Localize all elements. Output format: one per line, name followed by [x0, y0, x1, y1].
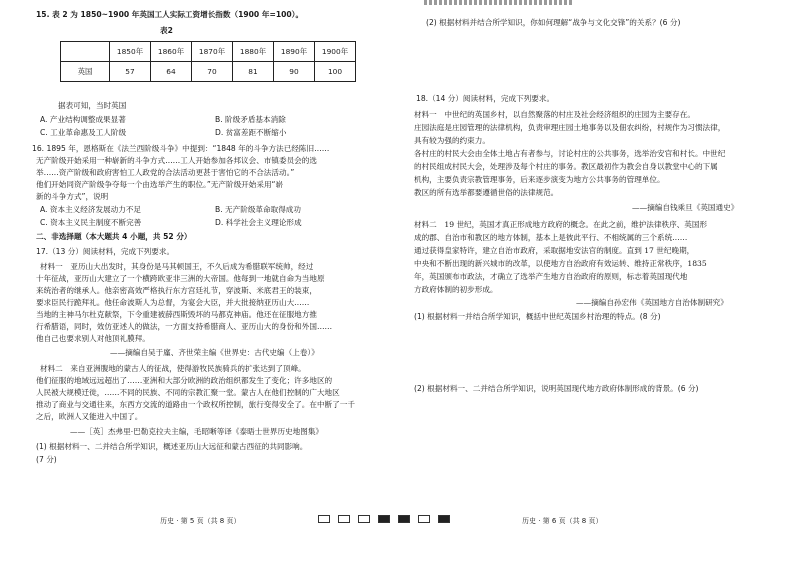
q18-material1-line: 教区的所有选举都要遵循世俗的法律规范。	[414, 188, 559, 197]
q15-option-c: C. 工业革命惠及工人阶级	[40, 128, 127, 137]
q17-material1-line: 来统治者的继承人。他亲密高效严格执行东方宫廷礼节，穿波斯、米底君王的装束，	[36, 286, 317, 295]
q15-option-b: B. 阶级矛盾基本消除	[215, 115, 286, 124]
thumb-icon	[358, 515, 370, 523]
q16-option-d: D. 科学社会主义理论形成	[215, 218, 302, 227]
section-heading: 二、非选择题（本大题共 4 小题，共 52 分）	[36, 232, 192, 241]
q17-heading: 17.（13 分）阅读材料，完成下列要求。	[36, 247, 175, 256]
q17-material1-line: 要求臣民行跪拜礼。他任命波斯人为总督，为宴会大臣，并大批接纳亚历山大……	[36, 298, 310, 307]
year-cell: 1900年	[315, 42, 356, 62]
q17-part1: (1) 根据材料一、二并结合所学知识，概述亚历山大远征和蒙古西征的共同影响。	[36, 442, 308, 451]
thumb-icon	[338, 515, 350, 523]
q17-material2-source: ——［英］杰弗里·巴勒克拉夫主编，毛昭晰等译《泰晤士世界历史地图集》	[70, 427, 324, 436]
q18-material2-line: 通过获得皇家特许，建立自治市政府，采取据地安法官的制度。直到 17 世纪晚期，	[414, 246, 695, 255]
q16-line: 他们开始同资产阶级争夺每一个由选举产生的职位。”无产阶级开始采用“崭	[36, 180, 284, 189]
q18-material2-line: 材料二 19 世纪，英国才真正形成地方政府的概念。在此之前，维护法律秩序、英国形	[414, 220, 708, 229]
q17-part1-score: (7 分)	[36, 455, 57, 464]
q16-line: 举……资产阶级和政府害怕工人政党的合法活动更甚于害怕它的不合法活动。”	[36, 168, 295, 177]
q15-stem-line: 15. 表 2 为 1850~1900 年英国工人实际工资增长指数（1900 年=100）。	[36, 10, 304, 19]
table-row	[61, 62, 356, 82]
q17-material2-line: 人民被大规模迁徙，……不同的民族、不同的宗教汇聚一堂。蒙古人在他们控制的广大地区	[36, 388, 340, 397]
q18-part2: (2) 根据材料一、二并结合所学知识，说明英国现代地方政府体制形成的背景。(6 分)	[414, 384, 699, 393]
q17-material2-line: 推动了商业与交通往来，东西方交流的道路由一个政权所控制，旅行变得安全了。在中断了一千	[36, 400, 355, 409]
year-cell: 1870年	[192, 42, 233, 62]
q18-material1-line: 具有较为强的约束力。	[414, 136, 490, 145]
q18-material2-source: ——摘编自孙宏伟《英国地方自治体制研究》	[576, 298, 728, 307]
thumb-icon	[318, 515, 330, 523]
q18-material1-line: 的村民组成村民大会，处理涉及每个村庄的事务。教区最初作为教会自身以教堂中心的下属	[414, 162, 718, 171]
table-corner-cell	[61, 42, 110, 62]
page-5	[0, 0, 392, 561]
value-cell: 64	[151, 62, 192, 82]
table-header-row	[61, 42, 356, 62]
q17-material1-line: 行希腊语，同时，效仿亚述人的做法，一方面支持希腊商人、亚历山大的身份和外国……	[36, 322, 333, 331]
row-label: 英国	[61, 62, 110, 82]
year-cell: 1890年	[274, 42, 315, 62]
q16-line: 新的斗争方式”，说明	[36, 192, 109, 201]
q18-heading: 18.（14 分）阅读材料，完成下列要求。	[416, 94, 555, 103]
q17-material2-line: 材料二 来自亚洲腹地的蒙古人的征战，使得游牧民族骑兵的扩张达到了顶峰。	[40, 364, 306, 373]
q18-material2-line: 年，英国颁布市政法，才确立了选举产生地方自治政府的原则，标志着英国现代地	[414, 272, 688, 281]
wage-index-table	[60, 41, 356, 82]
thumb-icon	[378, 515, 390, 523]
q17-material1-source: ——摘编自吴于廑、齐世荣主编《世界史：古代史编（上卷）》	[110, 348, 319, 357]
q17-material2-line: 之后，欧洲人又能进入中国了。	[36, 412, 143, 421]
q18-material1-line: 庄园法庭是庄园管理的法律机构，负责审理庄园土地事务以及佃农纠纷，村规作为习惯法律，	[414, 123, 726, 132]
q17-material2-line: 他们征服的地域远远超出了……亚洲和大部分欧洲的政治组织都发生了变化；许多地区的	[36, 376, 333, 385]
q15-option-d: D. 贫富差距不断缩小	[215, 128, 287, 137]
page-footer: 历史 · 第 6 页（共 8 页）	[522, 517, 603, 525]
q16-option-a: A. 资本主义经济发展动力不足	[40, 205, 142, 214]
q18-part1: (1) 根据材料一并结合所学知识，概括中世纪英国乡村治理的特点。(8 分)	[414, 312, 661, 321]
q18-material2-line: 方政府体制的初步形成。	[414, 285, 498, 294]
page-footer: 历史 · 第 5 页（共 8 页）	[160, 517, 241, 525]
q16-line: 16. 1895 年，恩格斯在《法兰西阶级斗争》中提到：“1848 年的斗争方法已经陈旧……	[32, 144, 330, 153]
q15-question: 据表可知，当时英国	[58, 101, 127, 110]
q18-material1-line: 各村庄的村民大会由全体土地占有者参与，讨论村庄的公共事务，选举治安官和村长。中世纪	[414, 149, 726, 158]
q16-line: 无产阶级开始采用一种崭新的斗争方式……工人开始参加各邦议会、市镇委员会的选	[36, 156, 317, 165]
q18-material1-line: 材料一 中世纪的英国乡村，以自然聚落的村庄及社会经济组织的庄园为主要存在。	[414, 110, 695, 119]
page-6	[400, 0, 794, 561]
q17-material1-line: 当地的主神马尔杜克献祭，下令重建被薛西斯毁坏的马都克神庙。他还在征服地方推	[36, 310, 317, 319]
q17-material1-line: 材料一 亚历山大出发时，其身份是马其顿国王，不久后成为希腊联军统帅，经过	[40, 262, 314, 271]
year-cell: 1860年	[151, 42, 192, 62]
value-cell: 57	[110, 62, 151, 82]
year-cell: 1880年	[233, 42, 274, 62]
q18-material2-line: 中央和不断出现的新兴城市的改革，以使地方自治政府有效运转、维持正常秩序，1835	[414, 259, 707, 268]
q17-material1-line: 他自己也要求别人对他顶礼膜拜。	[36, 334, 150, 343]
value-cell: 90	[274, 62, 315, 82]
year-cell: 1850年	[110, 42, 151, 62]
q16-option-b: B. 无产阶级革命取得成功	[215, 205, 301, 214]
q18-material1-line: 机构，主要负责宗教管理事务，后来逐步演变为地方公共事务的管理单位。	[414, 175, 665, 184]
q16-option-c: C. 资本主义民主制度不断完善	[40, 218, 142, 227]
q18-material1-source: ——摘编自钱乘旦《英国通史》	[632, 203, 739, 212]
q15-option-a: A. 产业结构调整成果显著	[40, 115, 126, 124]
value-cell: 100	[315, 62, 356, 82]
table-title: 表2	[160, 26, 173, 35]
value-cell: 81	[233, 62, 274, 82]
q18-material2-line: 成的郡、自治市和教区的地方体制，基本上是彼此平行、不相统属的三个系统……	[414, 233, 688, 242]
q17-part2: (2) 根据材料并结合所学知识，你如何理解“战争与文化交锋”的关系？(6 分)	[426, 18, 681, 27]
q17-material1-line: 十年征战，亚历山大建立了一个横跨欧亚非三洲的大帝国。他每到一地就自命为当地原	[36, 274, 325, 283]
value-cell: 70	[192, 62, 233, 82]
